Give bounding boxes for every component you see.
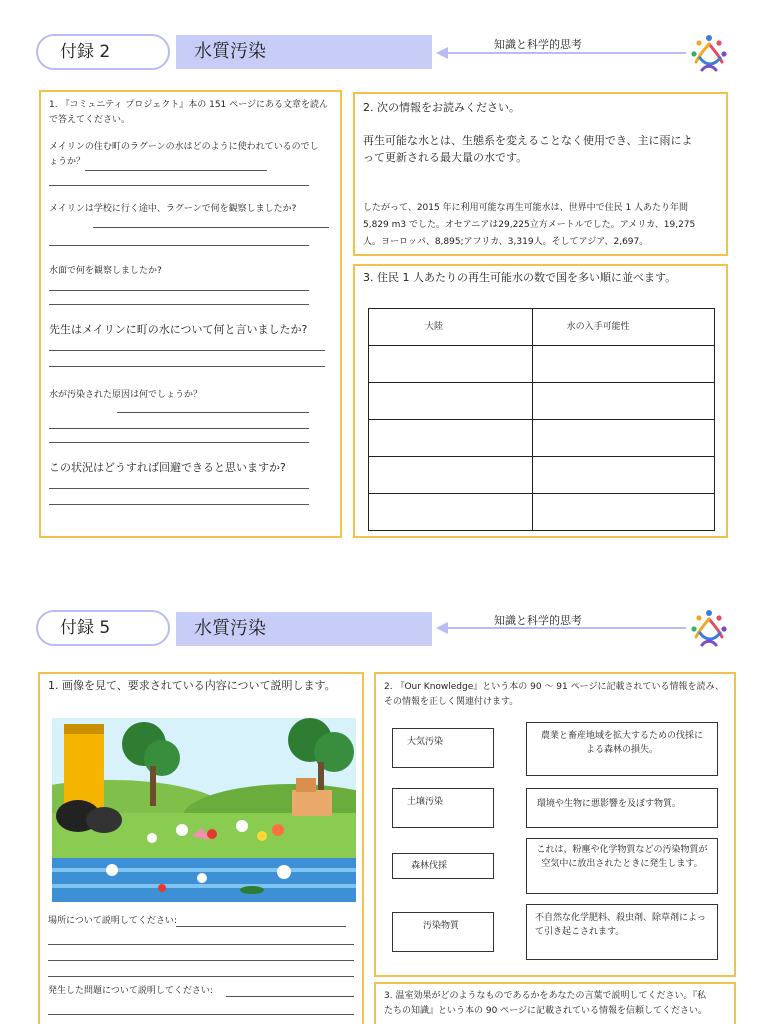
answer-line [49,350,325,351]
question-teacher: 先生はメイリンに町の水について何と言いましたか? [49,323,308,336]
info-box [353,92,728,256]
polluted-river-illustration [52,718,356,902]
people-logo-icon [688,32,730,74]
ranking-box [353,264,728,538]
table-cell[interactable] [369,420,533,457]
answer-line [117,412,309,413]
definition-pollutants[interactable]: 環境や生物に悪影響を及ぼす物質。 [526,788,718,828]
table-cell[interactable] [532,346,714,383]
table-cell[interactable] [369,494,533,531]
question-surface: 水面で何を観察しましたか? [49,266,162,276]
table-header-availability: 水の入手可能性 [532,309,714,346]
image-description-box [38,672,364,1024]
answer-line [176,926,346,927]
header-subtitle: 知識と科学的思考 [494,38,582,51]
definition-deforestation[interactable]: 農業と畜産地域を拡大するための伐採による森林の損失。 [526,722,718,776]
place-prompt: 場所について説明してください: [48,916,177,926]
answer-line [49,366,325,367]
appendix-tag: 付録 5 [36,610,170,646]
answer-line [49,304,309,305]
table-cell[interactable] [532,494,714,531]
answer-line [48,976,354,977]
definition-soil-pollution[interactable]: 不自然な化学肥料、殺虫剤、除草剤によって引き起こされます。 [526,904,718,960]
question-lagoon-observe: メイリンは学校に行く途中、ラグーンで何を観察しましたか? [49,204,297,214]
answer-line [48,944,354,945]
definition-air-pollution[interactable]: これは、粉塵や化学物質などの汚染物質が空気中に放出されたときに発生します。 [526,838,718,894]
table-cell[interactable] [369,383,533,420]
answer-line [93,227,329,228]
info-paragraph-2: したがって、2015 年に利用可能な再生可能水は、世界中で住民 1 人あたり年間 5,829 m3 でした。オセアニアは29,225立方メートルでした。アメリカ、19,275人。ヨーロッパ、8,895;アフリカ、3,319人。そしてアジア、2,697。 [363,203,696,247]
table-cell[interactable] [369,457,533,494]
appendix-tag: 付録 2 [36,34,170,70]
matching-heading: 2. 『Our Knowledge』という本の 90 ～ 91 ページに記載されている情報を読み、その情報を正しく関連付けます。 [384,682,724,707]
question-1: 1. 『コミュニティ プロジェクト』本の 151 ページにある文章を読んで答えてください。 [49,100,328,125]
ranking-table [368,308,715,531]
problem-prompt: 発生した問題について説明してください: [48,986,213,996]
arrow-line [446,52,686,54]
greenhouse-question: 3. 温室効果がどのようなものであるかをあなたの言葉で説明してください。『私たちの知識』という本の 90 ページに記載されている情報を信頼してください。 [384,991,707,1016]
section-title: 水質汚染 [176,35,432,69]
question-avoid: この状況はどうすれば回避できると思いますか? [49,461,286,474]
header-subtitle: 知識と科学的思考 [494,614,582,627]
answer-line [85,170,267,171]
table-header-continent: 大陸 [369,309,533,346]
image-heading: 1. 画像を見て、要求されている内容について説明します。 [48,679,336,692]
term-pollutants[interactable]: 汚染物質 [392,912,494,952]
table-cell[interactable] [532,420,714,457]
question-lagoon-use: メイリンの住む町のラグーンの水はどのように使われているのでしょうか？ [49,142,319,167]
questions-box [39,90,342,538]
term-air-pollution[interactable]: 大気汚染 [392,728,494,768]
ranking-heading: 3. 住民 1 人あたりの再生可能水の数で国を多い順に並べます。 [363,271,677,284]
answer-line [49,504,309,505]
info-heading: 2. 次の情報をお読みください。 [363,101,520,114]
greenhouse-box [374,982,736,1024]
term-deforestation[interactable]: 森林伐採 [392,853,494,879]
term-soil-pollution[interactable]: 土壌汚染 [392,788,494,828]
section-title: 水質汚染 [176,612,432,646]
answer-line [49,245,309,246]
info-paragraph-1: 再生可能な水とは、生態系を変えることなく使用でき、主に雨によって更新される最大量の水です。 [363,134,693,164]
matching-box [374,672,736,977]
answer-line [49,442,309,443]
people-logo-icon [688,607,730,649]
question-cause: 水が汚染された原因は何でしょうか？ [49,390,203,400]
answer-line [48,1014,354,1015]
answer-line [49,290,309,291]
answer-line [49,428,309,429]
answer-line [226,996,354,997]
table-cell[interactable] [369,346,533,383]
answer-line [48,960,354,961]
answer-line [49,488,309,489]
table-cell[interactable] [532,383,714,420]
answer-line [49,185,309,186]
table-cell[interactable] [532,457,714,494]
